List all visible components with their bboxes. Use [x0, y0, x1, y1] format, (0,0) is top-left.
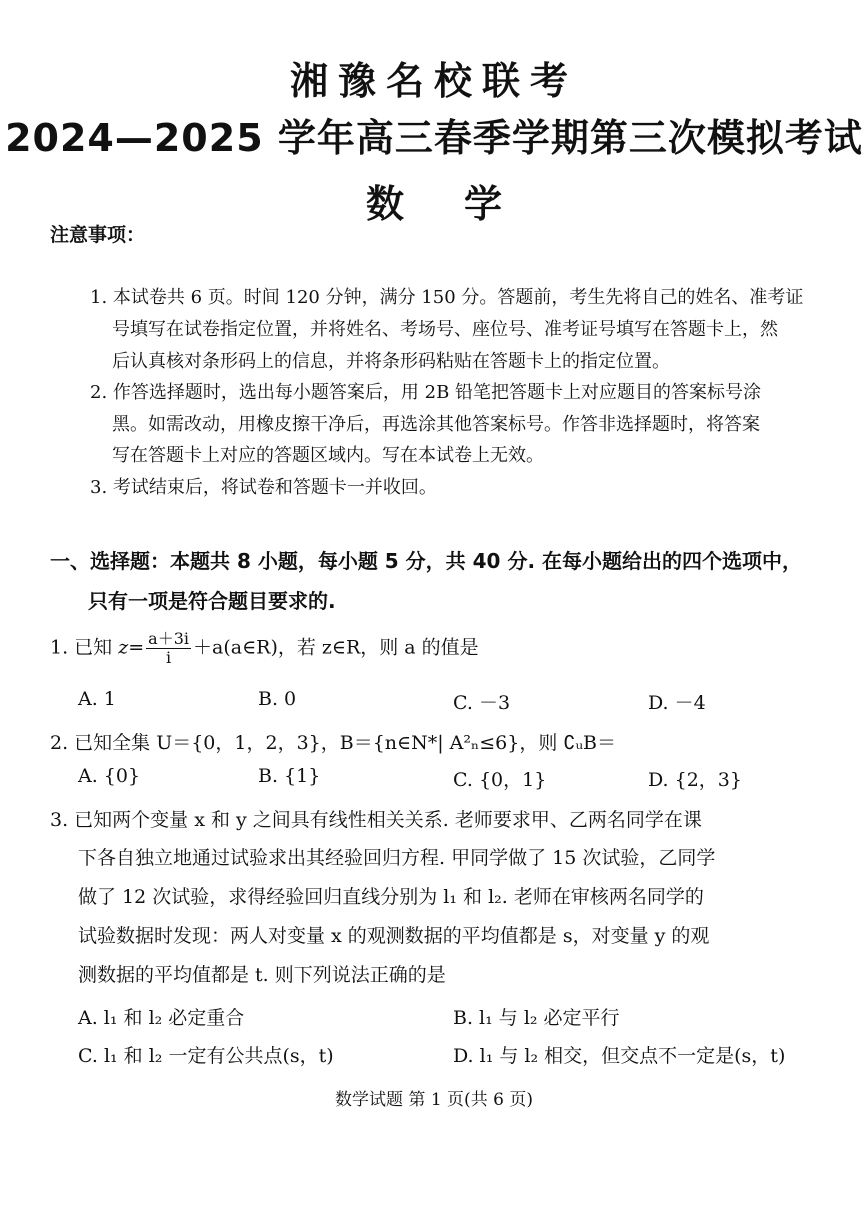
question-2-option-a[interactable]: A. {0}: [78, 765, 141, 787]
question-1-rest: ＋a(a∈R)，若 z∈R，则 a 的值是: [193, 636, 479, 659]
question-1-fraction: [146, 630, 191, 667]
notice-item-3-line-1: 3. 考试结束后，将试卷和答题卡一并收回。: [90, 477, 437, 498]
notice-item-1-line-3: 后认真核对条形码上的信息，并将条形码粘贴在答题卡上的指定位置。: [112, 351, 670, 372]
notice-heading: 注意事项：: [50, 224, 146, 246]
question-3-line-3: 做了 12 次试验，求得经验回归直线分别为 l₁ 和 l₂. 老师在审核两名同学的: [78, 886, 704, 908]
question-3-option-d[interactable]: D. l₁ 与 l₂ 相交，但交点不一定是(s，t): [453, 1045, 786, 1067]
question-1-option-b[interactable]: B. 0: [258, 688, 297, 710]
exam-organizer-title: 湘豫名校联考: [289, 59, 578, 103]
question-1-prefix: 1. 已知: [50, 636, 119, 659]
question-1-option-c[interactable]: C. －3: [453, 692, 511, 714]
notice-item-2-line-3: 写在答题卡上对应的答题区域内。写在本试卷上无效。: [112, 445, 544, 466]
fraction-denominator: i: [166, 648, 172, 667]
question-1-equals: =: [128, 636, 145, 659]
question-3-line-2: 下各自独立地通过试验求出其经验回归方程. 甲同学做了 15 次试验，乙同学: [78, 847, 716, 869]
page-footer: 数学试题 第 1 页(共 6 页): [335, 1090, 533, 1110]
question-3-option-b[interactable]: B. l₁ 与 l₂ 必定平行: [453, 1007, 620, 1029]
question-2-option-c[interactable]: C. {0，1}: [453, 769, 547, 791]
subject-title: 数学: [365, 182, 562, 226]
question-2-option-b[interactable]: B. {1}: [258, 765, 321, 787]
notice-item-2-line-2: 黑。如需改动，用橡皮擦干净后，再选涂其他答案标号。作答非选择题时，将答案: [112, 414, 760, 435]
question-3-option-a[interactable]: A. l₁ 和 l₂ 必定重合: [78, 1007, 245, 1029]
question-1-option-a[interactable]: A. 1: [78, 688, 116, 710]
question-3-line-5: 测数据的平均值都是 t. 则下列说法正确的是: [78, 964, 446, 986]
question-3-option-c[interactable]: C. l₁ 和 l₂ 一定有公共点(s，t): [78, 1045, 334, 1067]
question-2-stem: 2. 已知全集 U＝{0，1，2，3}，B＝{n∈N*| A²ₙ≤6}，则 ∁ᵤB＝: [50, 732, 616, 754]
question-3-line-1: 3. 已知两个变量 x 和 y 之间具有线性相关关系. 老师要求甲、乙两名同学在课: [50, 809, 702, 831]
section-1-heading: 一、选择题：本题共 8 小题，每小题 5 分，共 40 分. 在每小题给出的四个选项中，: [50, 549, 803, 573]
question-2-option-d[interactable]: D. {2，3}: [648, 769, 742, 791]
question-1-var-z: z: [118, 636, 129, 659]
fraction-numerator: a＋3i: [148, 629, 189, 648]
question-3-line-4: 试验数据时发现：两人对变量 x 的观测数据的平均值都是 s，对变量 y 的观: [78, 925, 710, 947]
question-1-stem: [50, 630, 479, 667]
notice-item-2-line-1: 2. 作答选择题时，选出每小题答案后，用 2B 铅笔把答题卡上对应题目的答案标号涂: [90, 382, 762, 403]
section-1-heading-cont: 只有一项是符合题目要求的.: [88, 589, 336, 613]
notice-item-1-line-1: 1. 本试卷共 6 页。时间 120 分钟，满分 150 分。答题前，考生先将自己的姓名、准考证: [90, 287, 804, 308]
notice-item-1-line-2: 号填写在试卷指定位置，并将姓名、考场号、座位号、准考证号填写在答题卡上，然: [112, 319, 778, 340]
question-1-option-d[interactable]: D. －4: [648, 692, 706, 714]
exam-session-title: 2024—2025 学年高三春季学期第三次模拟考试: [5, 116, 863, 160]
